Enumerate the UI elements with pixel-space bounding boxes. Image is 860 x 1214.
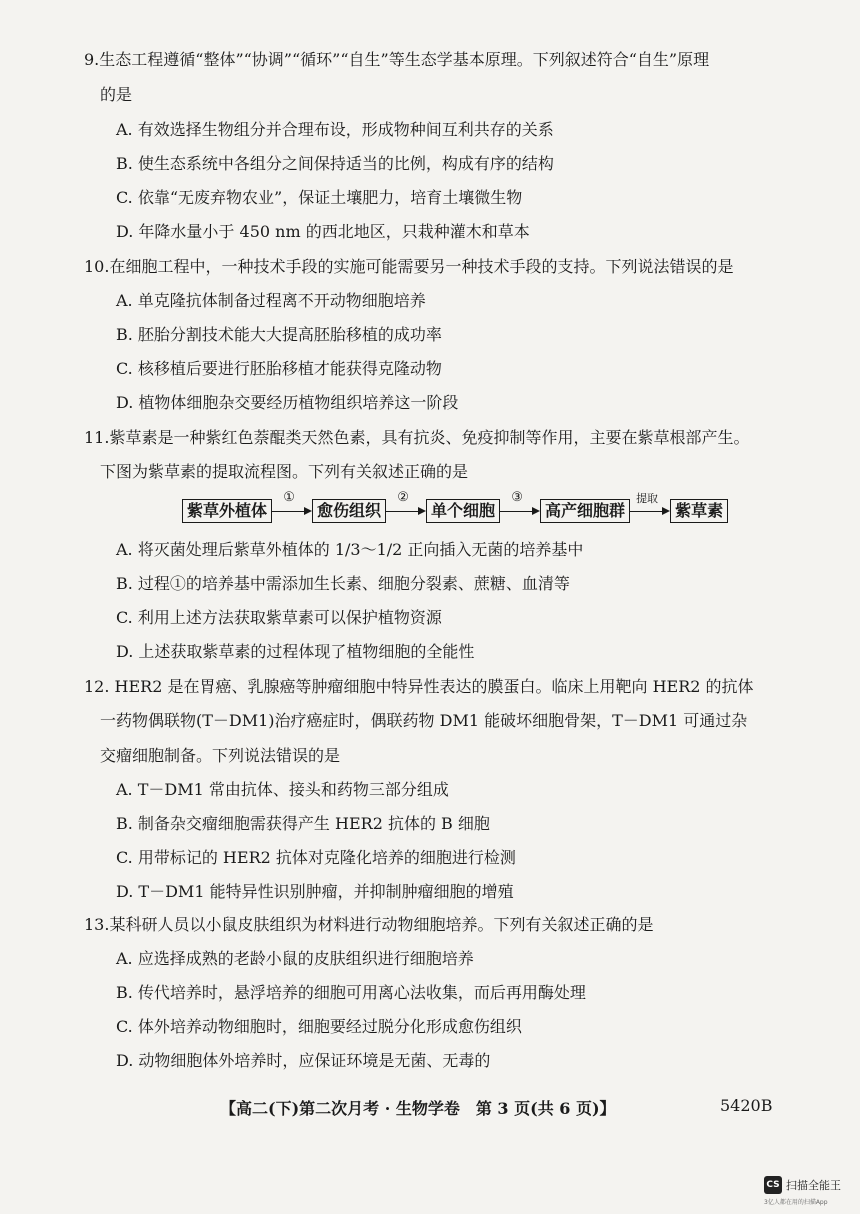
camscanner-logo-icon: CS [764,1176,782,1194]
flow-box-shikonin: 紫草素 [670,499,728,523]
question-12-option-c: C. 用带标记的 HER2 抗体对克隆化培养的细胞进行检测 [116,848,516,867]
flow-box-single-cell: 单个细胞 [426,499,500,523]
question-9-stem-line-1: 9.生态工程遵循“整体”“协调”“循环”“自生”等生态学基本原理。下列叙述符合“自生”原理 [84,50,710,69]
question-10-option-b: B. 胚胎分割技术能大大提高胚胎移植的成功率 [116,325,442,344]
question-13-option-b: B. 传代培养时，悬浮培养的细胞可用离心法收集，而后再用酶处理 [116,983,586,1002]
page-footer: 【高二(下)第二次月考 · 生物学卷 第 3 页(共 6 页)】 [220,1099,616,1118]
question-12-option-b: B. 制备杂交瘤细胞需获得产生 HER2 抗体的 B 细胞 [116,814,490,833]
question-11-stem-line-2: 下图为紫草素的提取流程图。下列有关叙述正确的是 [100,462,469,481]
question-13-stem: 13.某科研人员以小鼠皮肤组织为材料进行动物细胞培养。下列有关叙述正确的是 [84,915,654,934]
scanner-watermark [764,1176,841,1194]
flow-box-high-yield-cells: 高产细胞群 [540,499,630,523]
question-9-option-a: A. 有效选择生物组分并合理布设，形成物种间互利共存的关系 [116,120,554,139]
question-9-option-b: B. 使生态系统中各组分之间保持适当的比例，构成有序的结构 [116,154,554,173]
question-10-option-d: D. 植物体细胞杂交要经历植物组织培养这一阶段 [116,393,459,412]
arrow-right-icon [532,507,540,515]
flow-arrow-3-label: ③ [511,490,523,505]
question-11-option-a: A. 将灭菌处理后紫草外植体的 1/3～1/2 正向插入无菌的培养基中 [116,540,584,559]
question-12-stem-line-3: 交瘤细胞制备。下列说法错误的是 [100,746,341,765]
question-9-option-d: D. 年降水量小于 450 nm 的西北地区，只栽种灌木和草本 [116,222,530,241]
scanner-tagline: 3亿人都在用的扫描App [764,1199,828,1206]
question-10-stem: 10.在细胞工程中，一种技术手段的实施可能需要另一种技术手段的支持。下列说法错误的是 [84,257,734,276]
question-13-option-c: C. 体外培养动物细胞时，细胞要经过脱分化形成愈伤组织 [116,1017,522,1036]
flow-arrow-1-label: ① [283,490,295,505]
question-13-option-d: D. 动物细胞体外培养时，应保证环境是无菌、无毒的 [116,1051,491,1070]
question-12-option-a: A. T－DM1 常由抗体、接头和药物三部分组成 [116,780,449,799]
question-11-stem-line-1: 11.紫草素是一种紫红色萘醌类天然色素，具有抗炎、免疫抑制等作用，主要在紫草根部产生。 [84,428,750,447]
arrow-right-icon [662,507,670,515]
question-13-option-a: A. 应选择成熟的老龄小鼠的皮肤组织进行细胞培养 [116,949,474,968]
flow-arrow-3 [500,490,540,524]
flow-arrow-4-label: 提取 [636,492,659,505]
flow-arrow-1 [272,490,312,524]
question-12-option-d: D. T－DM1 能特异性识别肿瘤，并抑制肿瘤细胞的增殖 [116,882,514,901]
flow-box-explant: 紫草外植体 [182,499,272,523]
flow-arrow-4 [630,492,670,524]
arrow-right-icon [418,507,426,515]
extraction-flowchart [182,490,728,524]
question-11-option-d: D. 上述获取紫草素的过程体现了植物细胞的全能性 [116,642,475,661]
question-9-option-c: C. 依靠“无废弃物农业”，保证土壤肥力，培育土壤微生物 [116,188,523,207]
question-9-stem-line-2: 的是 [100,85,133,104]
paper-code: 5420B [720,1096,773,1115]
question-12-stem-line-1: 12. HER2 是在胃癌、乳腺癌等肿瘤细胞中特异性表达的膜蛋白。临床上用靶向 HER2 的抗体 [84,677,754,696]
flow-arrow-2 [386,490,426,524]
flow-box-callus: 愈伤组织 [312,499,386,523]
scanner-app-name: 扫描全能王 [786,1179,841,1192]
question-10-option-c: C. 核移植后要进行胚胎移植才能获得克隆动物 [116,359,442,378]
question-11-option-b: B. 过程①的培养基中需添加生长素、细胞分裂素、蔗糖、血清等 [116,574,570,593]
flow-arrow-2-label: ② [397,490,409,505]
question-11-option-c: C. 利用上述方法获取紫草素可以保护植物资源 [116,608,442,627]
arrow-right-icon [304,507,312,515]
question-10-option-a: A. 单克隆抗体制备过程离不开动物细胞培养 [116,291,426,310]
question-12-stem-line-2: 一药物偶联物(T－DM1)治疗癌症时，偶联药物 DM1 能破坏细胞骨架，T－DM1 可通过杂 [100,711,748,730]
